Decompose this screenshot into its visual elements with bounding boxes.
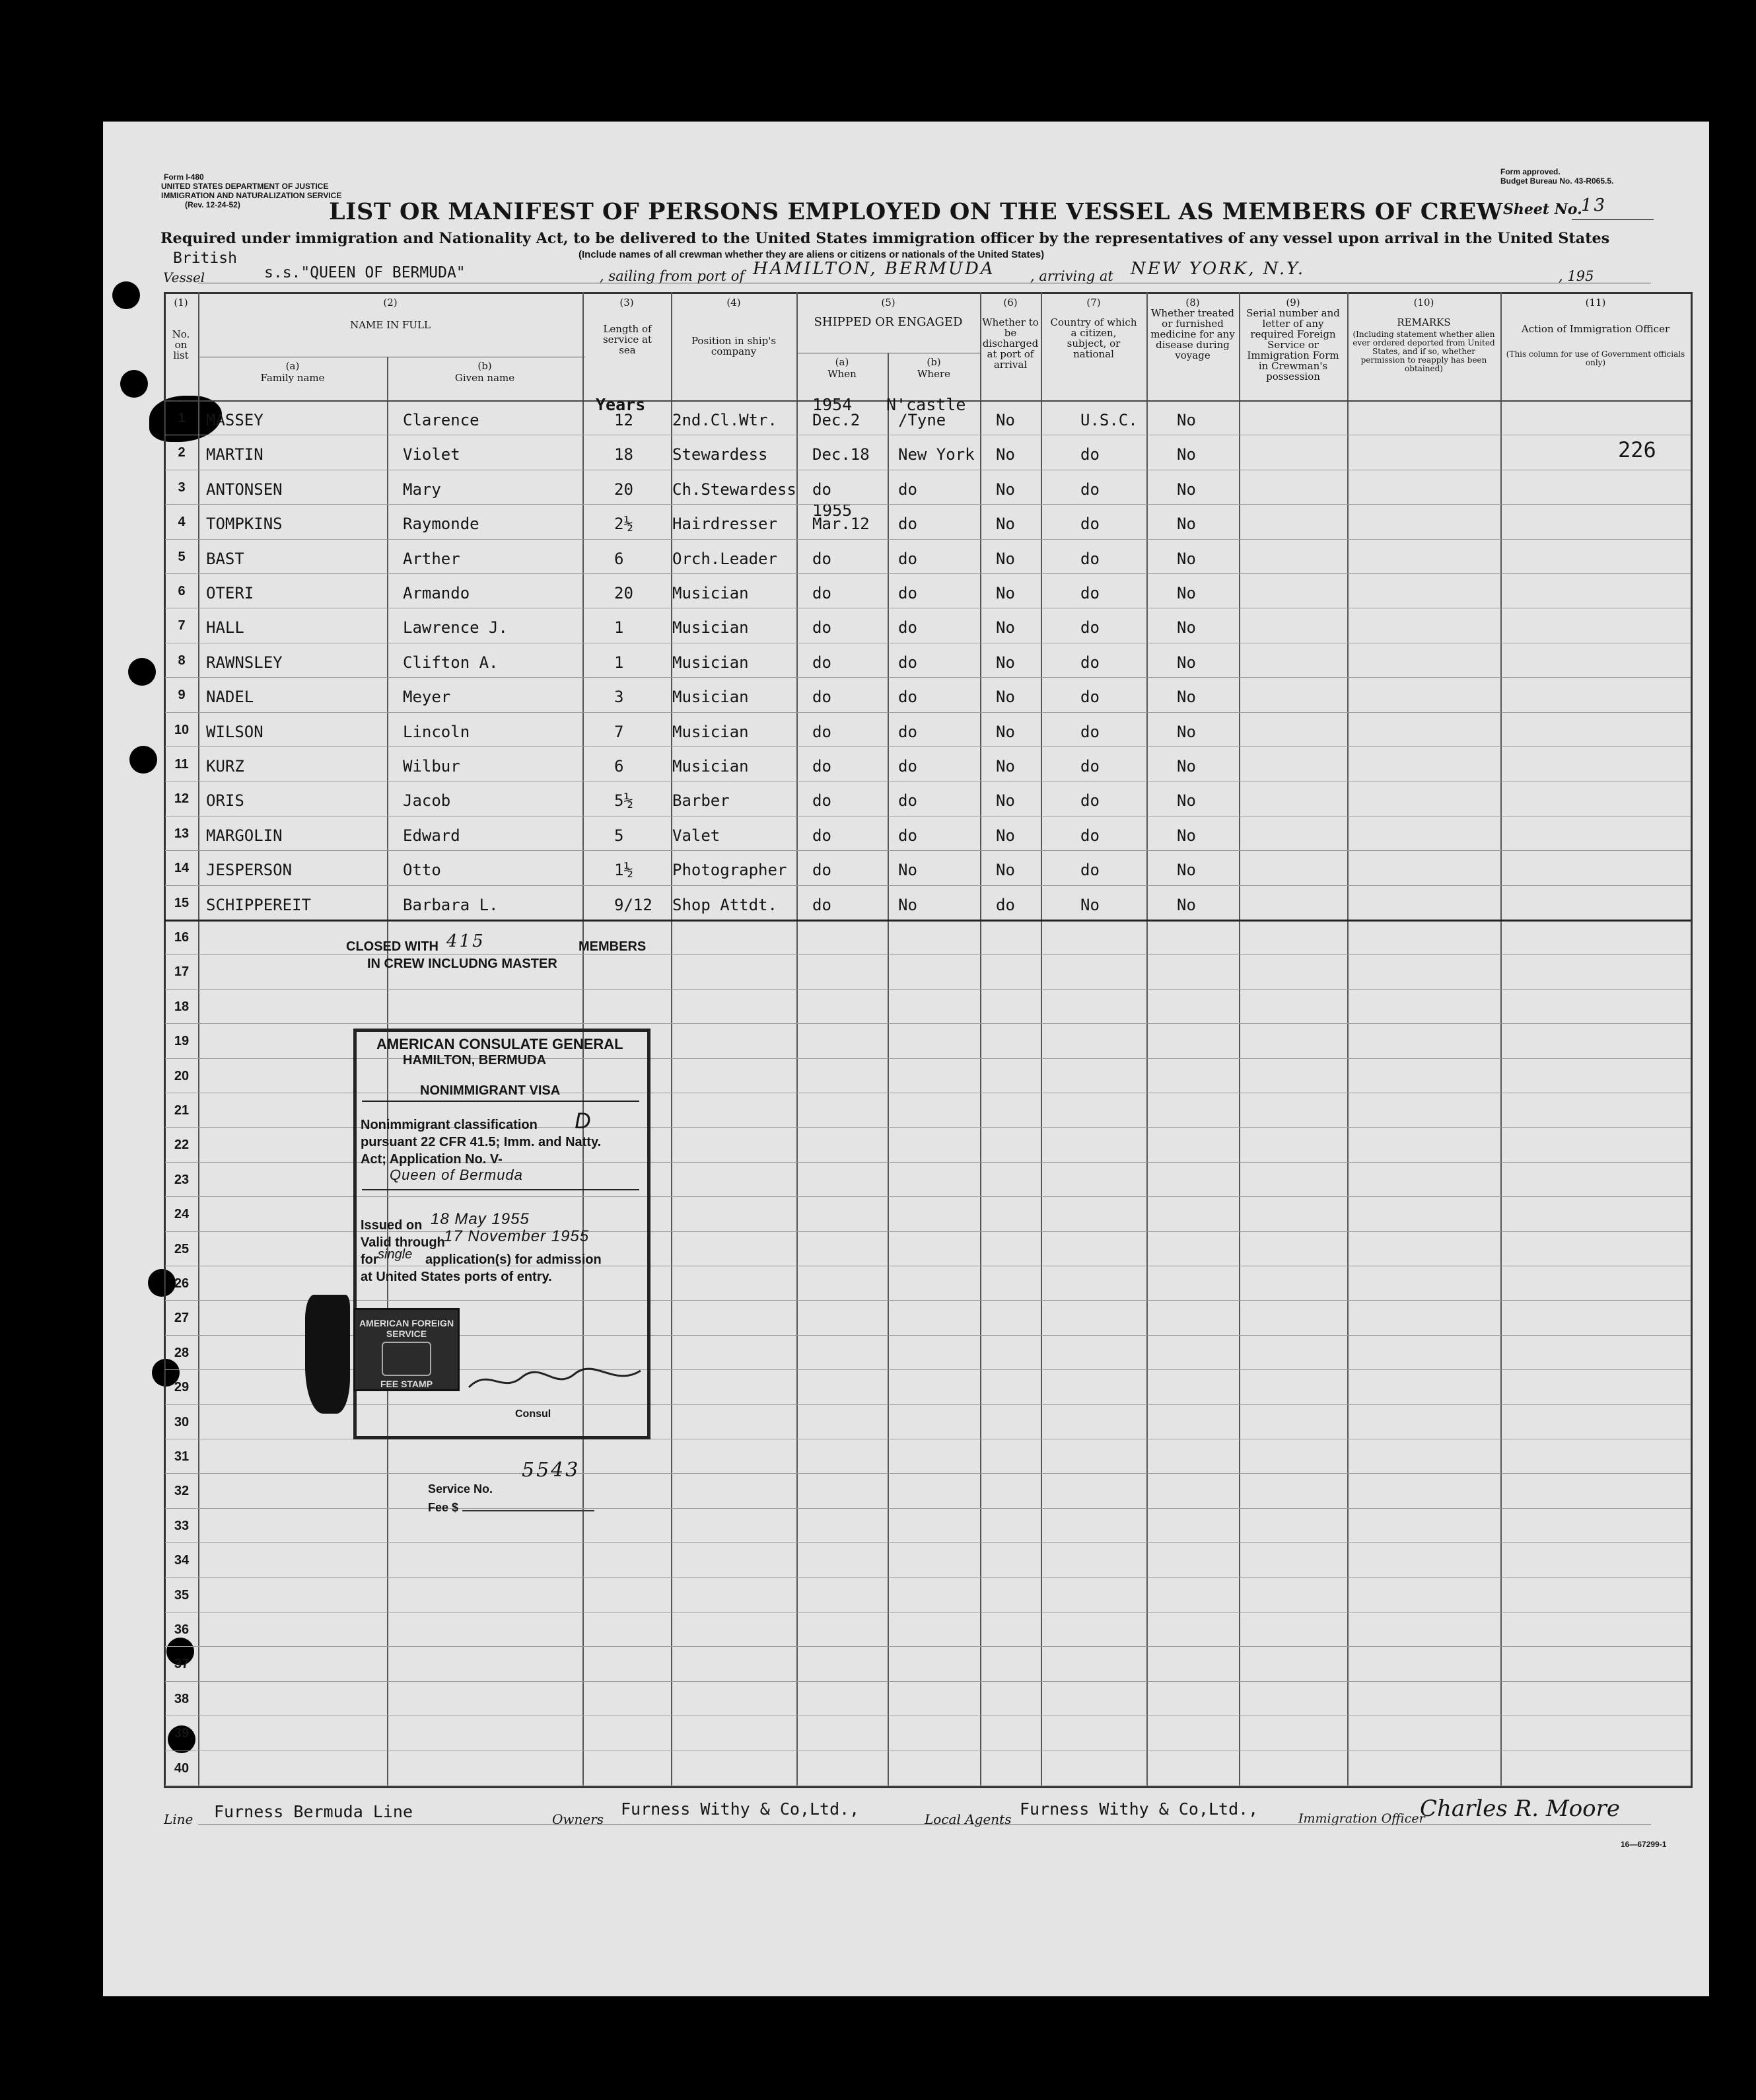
cell-given: Barbara L.: [403, 895, 499, 914]
row-number: 9: [178, 688, 186, 703]
row-number: 1: [178, 411, 186, 425]
cell-given: Mary: [403, 480, 441, 499]
row-number: 22: [174, 1138, 190, 1153]
cell-family: MASSEY: [206, 411, 263, 429]
cell-country: do: [1080, 653, 1100, 672]
cell-when: do: [812, 549, 831, 568]
cell-discharged: No: [996, 653, 1015, 672]
cell-when: Mar.12: [812, 515, 870, 534]
cell-where: New York: [898, 445, 975, 464]
row-number: 33: [174, 1518, 190, 1533]
row-number: 5: [178, 549, 186, 564]
immigration-officer-signature: Charles R. Moore: [1420, 1795, 1621, 1822]
arriving-label: , arriving at: [1030, 268, 1113, 284]
cell-treated: No: [1177, 826, 1196, 845]
row-rule: [165, 1681, 1691, 1682]
row-rule: [165, 989, 1691, 990]
row-number: 2: [178, 445, 186, 460]
row-number: 10: [174, 722, 190, 737]
cell-length: 6: [614, 757, 624, 776]
cell-position: Photographer: [672, 861, 787, 880]
footer-agents-label: Local Agents: [925, 1811, 1012, 1827]
row-number: 26: [174, 1276, 190, 1291]
cell-when: do: [812, 618, 831, 637]
row-number: 37: [174, 1657, 190, 1672]
years-label: Years: [596, 395, 646, 414]
fee-stamp-seal-icon: [382, 1342, 431, 1376]
form-revision: (Rev. 12-24-52): [185, 200, 240, 209]
row-rule: [165, 1646, 1691, 1647]
cell-length: 20: [614, 480, 633, 499]
row-number: 29: [174, 1380, 190, 1395]
closing-line-2: IN CREW INCLUDNG MASTER: [367, 957, 557, 971]
cell-given: Clifton A.: [403, 653, 499, 672]
stamp-location: HAMILTON, BERMUDA: [403, 1053, 547, 1068]
row-number: 24: [174, 1207, 190, 1222]
stamp-application: Queen of Bermuda: [390, 1167, 523, 1183]
row-number: 20: [174, 1068, 190, 1083]
cell-length: 1: [614, 653, 624, 672]
stamp-consulate: AMERICAN CONSULATE GENERAL: [376, 1036, 623, 1052]
closing-prefix: CLOSED WITH: [346, 939, 439, 954]
sheet-number: 13: [1581, 196, 1607, 215]
row-rule: [165, 573, 1691, 574]
col-10-note: (Including statement whether alien ever ordered deported from United States, and if so, whether permission to reapply has been obtained): [1352, 330, 1495, 373]
arrival-port: NEW YORK, N.Y.: [1131, 259, 1306, 279]
cell-country: do: [1080, 515, 1100, 534]
col-11-number: (11): [1585, 297, 1606, 308]
cell-family: ANTONSEN: [206, 480, 283, 499]
cell-treated: No: [1177, 895, 1196, 914]
cell-family: OTERI: [206, 584, 254, 602]
cell-given: Arther: [403, 549, 460, 568]
row-rule: [165, 539, 1691, 540]
cell-when: do: [812, 480, 831, 499]
cell-discharged: No: [996, 445, 1015, 464]
cell-family: MARTIN: [206, 445, 263, 464]
cell-country: No: [1080, 895, 1100, 914]
cell-position: Musician: [672, 653, 749, 672]
cell-position: Barber: [672, 791, 730, 811]
cell-where: do: [898, 791, 917, 811]
cell-when: do: [812, 826, 831, 845]
row-number: 16: [174, 930, 190, 945]
row-rule: [165, 746, 1691, 747]
row-number: 12: [174, 791, 190, 807]
stamp-valid-label: Valid through: [361, 1235, 445, 1250]
cell-country: U.S.C.: [1080, 411, 1138, 429]
col-6-header: Whether to be discharged at port of arrival: [982, 316, 1039, 371]
col-5b-number: (b): [927, 356, 941, 368]
fee-stamp-top: AMERICAN FOREIGN SERVICE: [359, 1318, 454, 1339]
row-number: 30: [174, 1414, 190, 1430]
cell-discharged: No: [996, 411, 1015, 429]
cell-discharged: No: [996, 722, 1015, 741]
cell-discharged: do: [996, 895, 1015, 914]
cell-where: do: [898, 549, 917, 568]
cell-length: 3: [614, 688, 624, 707]
cell-where: do: [898, 653, 917, 672]
cell-family: KURZ: [206, 757, 244, 776]
vessel-name: s.s."QUEEN OF BERMUDA": [264, 264, 466, 281]
cell-given: Lincoln: [403, 722, 470, 741]
cell-treated: No: [1177, 861, 1196, 880]
row-number: 13: [174, 826, 190, 841]
cell-given: Otto: [403, 861, 441, 880]
cell-where: do: [898, 515, 917, 534]
cell-length: 20: [614, 584, 633, 602]
cell-position: Musician: [672, 618, 749, 637]
cell-country: do: [1080, 480, 1100, 499]
cell-where: No: [898, 861, 917, 880]
cell-position: Ch.Stewardess: [672, 480, 796, 499]
cell-when: do: [812, 757, 831, 776]
row-number: 39: [174, 1726, 190, 1741]
cell-where: do: [898, 757, 917, 776]
cell-country: do: [1080, 584, 1100, 602]
cell-when: do: [812, 791, 831, 811]
sheet-label: Sheet No.: [1503, 201, 1582, 218]
closing-count: 415: [446, 931, 485, 951]
cell-treated: No: [1177, 722, 1196, 741]
cell-family: MARGOLIN: [206, 826, 283, 845]
consul-signature-icon: [462, 1361, 647, 1400]
cell-given: Armando: [403, 584, 470, 602]
cell-length: 5½: [614, 791, 633, 811]
cell-discharged: No: [996, 791, 1015, 811]
col-6-number: (6): [1003, 297, 1018, 308]
year-suffix: , 195: [1559, 268, 1594, 284]
footer-line: Furness Bermuda Line: [214, 1802, 413, 1821]
stamp-visa-type: NONIMMIGRANT VISA: [420, 1083, 561, 1098]
col-2b-header: Given name: [454, 372, 515, 384]
cell-position: Orch.Leader: [672, 549, 777, 568]
cell-when: do: [812, 688, 831, 707]
cell-country: do: [1080, 757, 1100, 776]
cell-position: Musician: [672, 757, 749, 776]
col-7-number: (7): [1086, 297, 1101, 308]
fee-stamp-bottom: FEE STAMP: [380, 1379, 433, 1389]
col-5-number: (5): [881, 297, 896, 308]
cell-position: 2nd.Cl.Wtr.: [672, 411, 777, 429]
footer-officer-label: Immigration Officer: [1298, 1811, 1425, 1826]
cell-country: do: [1080, 791, 1100, 811]
col-8-header: Whether treated or furnished medicine for any disease during voyage: [1150, 307, 1235, 361]
punch-hole: [128, 658, 156, 686]
row-number: 32: [174, 1484, 190, 1499]
col-2-header: NAME IN FULL: [350, 319, 431, 331]
stamp-for-value: single: [378, 1247, 413, 1262]
row-rule: [165, 712, 1691, 713]
cell-when: do: [812, 895, 831, 914]
col-2-number: (2): [383, 297, 398, 308]
cell-given: Edward: [403, 826, 460, 845]
form-number: Form I-480: [164, 172, 204, 182]
manifest-subnote: (Include names of all crewman whether they are aliens or citizens or nationals of the United States): [579, 249, 1045, 260]
agency-line-1: UNITED STATES DEPARTMENT OF JUSTICE: [161, 182, 329, 191]
col-7-header: Country of which a citizen, subject, or national: [1050, 316, 1137, 360]
cell-treated: No: [1177, 515, 1196, 534]
cell-where: No: [898, 895, 917, 914]
cell-discharged: No: [996, 515, 1015, 534]
row-number: 11: [174, 757, 189, 772]
cell-length: 5: [614, 826, 624, 845]
row-number: 27: [174, 1311, 190, 1326]
cell-treated: No: [1177, 584, 1196, 602]
year-1954: 1954: [812, 395, 853, 414]
closing-suffix: MEMBERS: [579, 939, 647, 954]
col-5a-number: (a): [835, 356, 849, 368]
col-9-number: (9): [1286, 297, 1300, 308]
cell-discharged: No: [996, 584, 1015, 602]
cell-country: do: [1080, 722, 1100, 741]
stamp-classification: D: [575, 1108, 593, 1134]
cell-family: TOMPKINS: [206, 515, 283, 534]
col-10-number: (10): [1413, 297, 1434, 308]
cell-discharged: No: [996, 688, 1015, 707]
cell-treated: No: [1177, 411, 1196, 429]
col-3-header: Length of service at sea: [602, 323, 652, 356]
stamp-pursuant: pursuant 22 CFR 41.5; Imm. and Natty.: [361, 1135, 602, 1149]
row-rule: [165, 1473, 1691, 1474]
row-number: 8: [178, 653, 186, 668]
col-8-number: (8): [1185, 297, 1200, 308]
col-5a-header: When: [827, 368, 857, 380]
cell-position: Shop Attdt.: [672, 895, 777, 914]
cell-treated: No: [1177, 618, 1196, 637]
stamp-officer-title: Consul: [515, 1408, 551, 1420]
cell-where: do: [898, 480, 917, 499]
col-4-number: (4): [726, 297, 741, 308]
col-5b-header: Where: [917, 368, 950, 380]
cell-given: Lawrence J.: [403, 618, 508, 637]
row-rule: [165, 1542, 1691, 1543]
cell-family: HALL: [206, 618, 244, 637]
cell-family: SCHIPPEREIT: [206, 895, 311, 914]
manifest-title: LIST OR MANIFEST OF PERSONS EMPLOYED ON THE VESSEL AS MEMBERS OF CREW: [329, 198, 1503, 225]
cell-discharged: No: [996, 480, 1015, 499]
margin-number: 226: [1618, 437, 1656, 462]
cell-discharged: No: [996, 861, 1015, 880]
cell-country: do: [1080, 549, 1100, 568]
form-approved: Form approved.: [1500, 167, 1561, 176]
row-number: 35: [174, 1587, 190, 1603]
cell-when: Dec.18: [812, 445, 870, 464]
cell-where: do: [898, 618, 917, 637]
cell-given: Clarence: [403, 411, 479, 429]
row-rule: [165, 885, 1691, 886]
stamp-application-text: application(s) for admission: [425, 1252, 602, 1267]
row-rule: [165, 850, 1691, 851]
cell-treated: No: [1177, 549, 1196, 568]
stamp-act: Act; Application No. V-: [361, 1152, 503, 1167]
col-4-header: Position in ship's company: [691, 335, 777, 357]
row-number: 15: [174, 895, 190, 910]
punch-hole: [112, 281, 140, 309]
cell-position: Musician: [672, 688, 749, 707]
col-5-header: SHIPPED OR ENGAGED: [814, 315, 963, 329]
cell-given: Jacob: [403, 791, 451, 811]
row-rule: [165, 1508, 1691, 1509]
cell-family: NADEL: [206, 688, 254, 707]
row-rule: [165, 920, 1691, 922]
row-number: 3: [178, 480, 186, 495]
cell-where: do: [898, 584, 917, 602]
row-number: 34: [174, 1553, 190, 1568]
cell-length: 7: [614, 722, 624, 741]
cell-given: Raymonde: [403, 515, 479, 534]
cell-position: Musician: [672, 722, 749, 741]
col-1-header: No. on list: [172, 328, 190, 361]
cell-treated: No: [1177, 791, 1196, 811]
cell-length: 12: [614, 411, 633, 429]
col-11-note: (This column for use of Government officials only): [1506, 349, 1685, 367]
fee-stamp: [353, 1308, 460, 1391]
footer-line-label: Line: [164, 1811, 193, 1827]
row-rule: [165, 1577, 1691, 1578]
punch-hole: [129, 746, 157, 774]
cell-country: do: [1080, 861, 1100, 880]
cell-family: BAST: [206, 549, 244, 568]
col-11-header: Action of Immigration Officer: [1521, 323, 1670, 335]
row-number: 14: [174, 861, 190, 876]
cell-position: Valet: [672, 826, 720, 845]
cell-where: do: [898, 722, 917, 741]
row-number: 38: [174, 1691, 190, 1706]
row-number: 18: [174, 999, 190, 1014]
cell-treated: No: [1177, 480, 1196, 499]
col-10-header: REMARKS: [1397, 316, 1451, 328]
stamp-issued: 18 May 1955: [431, 1210, 530, 1228]
sailing-port: HAMILTON, BERMUDA: [753, 259, 995, 279]
cell-where: /Tyne: [898, 411, 946, 429]
cell-treated: No: [1177, 757, 1196, 776]
footer-owners: Furness Withy & Co,Ltd.,: [621, 1799, 860, 1819]
row-number: 36: [174, 1622, 190, 1637]
manifest-subtitle: Required under immigration and Nationality Act, to be delivered to the United States immigration officer by the representatives of any vessel upon arrival in the United States: [160, 230, 1610, 247]
cell-position: Musician: [672, 584, 749, 602]
vessel-label: Vessel: [163, 270, 205, 285]
cell-family: RAWNSLEY: [206, 653, 283, 672]
row-rule: [165, 1785, 1691, 1786]
row-rule: [165, 677, 1691, 678]
row-number: 21: [174, 1103, 190, 1118]
row-number: 19: [174, 1034, 190, 1049]
stamp-ports: at United States ports of entry.: [361, 1270, 552, 1284]
ink-smear: [305, 1295, 350, 1414]
row-number: 31: [174, 1449, 190, 1464]
cell-treated: No: [1177, 653, 1196, 672]
ncastle-label: N'castle: [886, 395, 966, 414]
cell-treated: No: [1177, 688, 1196, 707]
cell-length: 1½: [614, 861, 633, 880]
col-1-number: (1): [174, 297, 188, 308]
cell-when: Dec.2: [812, 411, 860, 429]
col-2a-number: (a): [285, 360, 300, 372]
vessel-nationality: British: [173, 250, 237, 267]
cell-family: WILSON: [206, 722, 263, 741]
stamp-valid: 17 November 1955: [444, 1227, 590, 1245]
row-number: 6: [178, 584, 186, 598]
cell-length: 18: [614, 445, 633, 464]
stamp-issued-label: Issued on: [361, 1218, 423, 1233]
cell-discharged: No: [996, 618, 1015, 637]
cell-when: do: [812, 861, 831, 880]
cell-discharged: No: [996, 549, 1015, 568]
cell-length: 9/12: [614, 895, 652, 914]
cell-where: do: [898, 688, 917, 707]
row-number: 17: [174, 964, 190, 980]
cell-country: do: [1080, 826, 1100, 845]
stamp-classification-label: Nonimmigrant classification: [361, 1118, 538, 1132]
service-label: Service No.: [428, 1482, 493, 1496]
row-number: 28: [174, 1345, 190, 1360]
print-code: 16—67299-1: [1621, 1840, 1667, 1849]
cell-length: 1: [614, 618, 624, 637]
cell-where: do: [898, 826, 917, 845]
row-number: 25: [174, 1241, 190, 1256]
cell-given: Wilbur: [403, 757, 460, 776]
row-number: 4: [178, 515, 186, 530]
row-rule: [165, 1023, 1691, 1024]
row-number: 7: [178, 618, 186, 634]
service-number: 5543: [522, 1459, 580, 1482]
cell-when: do: [812, 584, 831, 602]
col-2a-header: Family name: [260, 372, 325, 384]
cell-country: do: [1080, 618, 1100, 637]
col-3-number: (3): [619, 297, 634, 308]
cell-treated: No: [1177, 445, 1196, 464]
year-1955: 1955: [812, 501, 853, 520]
footer-agents: Furness Withy & Co,Ltd.,: [1020, 1799, 1259, 1819]
cell-country: do: [1080, 445, 1100, 464]
cell-country: do: [1080, 688, 1100, 707]
col-2b-number: (b): [477, 360, 492, 372]
cell-position: Hairdresser: [672, 515, 777, 534]
budget-bureau: Budget Bureau No. 43-R065.5.: [1500, 176, 1614, 186]
punch-hole: [120, 370, 148, 398]
cell-given: Meyer: [403, 688, 451, 707]
footer-owners-label: Owners: [552, 1811, 604, 1827]
cell-discharged: No: [996, 757, 1015, 776]
sailing-label: , sailing from port of: [600, 268, 745, 284]
cell-position: Stewardess: [672, 445, 768, 464]
col-9-header: Serial number and letter of any required Foreign Service or Immigration Form in Crewman's possession: [1246, 307, 1340, 382]
fee-label: Fee $: [428, 1501, 459, 1514]
agency-line-2: IMMIGRATION AND NATURALIZATION SERVICE: [161, 191, 342, 200]
cell-family: JESPERSON: [206, 861, 293, 880]
cell-length: 6: [614, 549, 624, 568]
cell-given: Violet: [403, 445, 460, 464]
cell-when: do: [812, 722, 831, 741]
cell-length: 2½: [614, 515, 633, 534]
row-number: 23: [174, 1172, 190, 1187]
row-number: 40: [174, 1760, 190, 1776]
stamp-for-label: for: [361, 1252, 378, 1267]
cell-when: do: [812, 653, 831, 672]
cell-family: ORIS: [206, 791, 244, 811]
cell-discharged: No: [996, 826, 1015, 845]
row-rule: [165, 504, 1691, 505]
